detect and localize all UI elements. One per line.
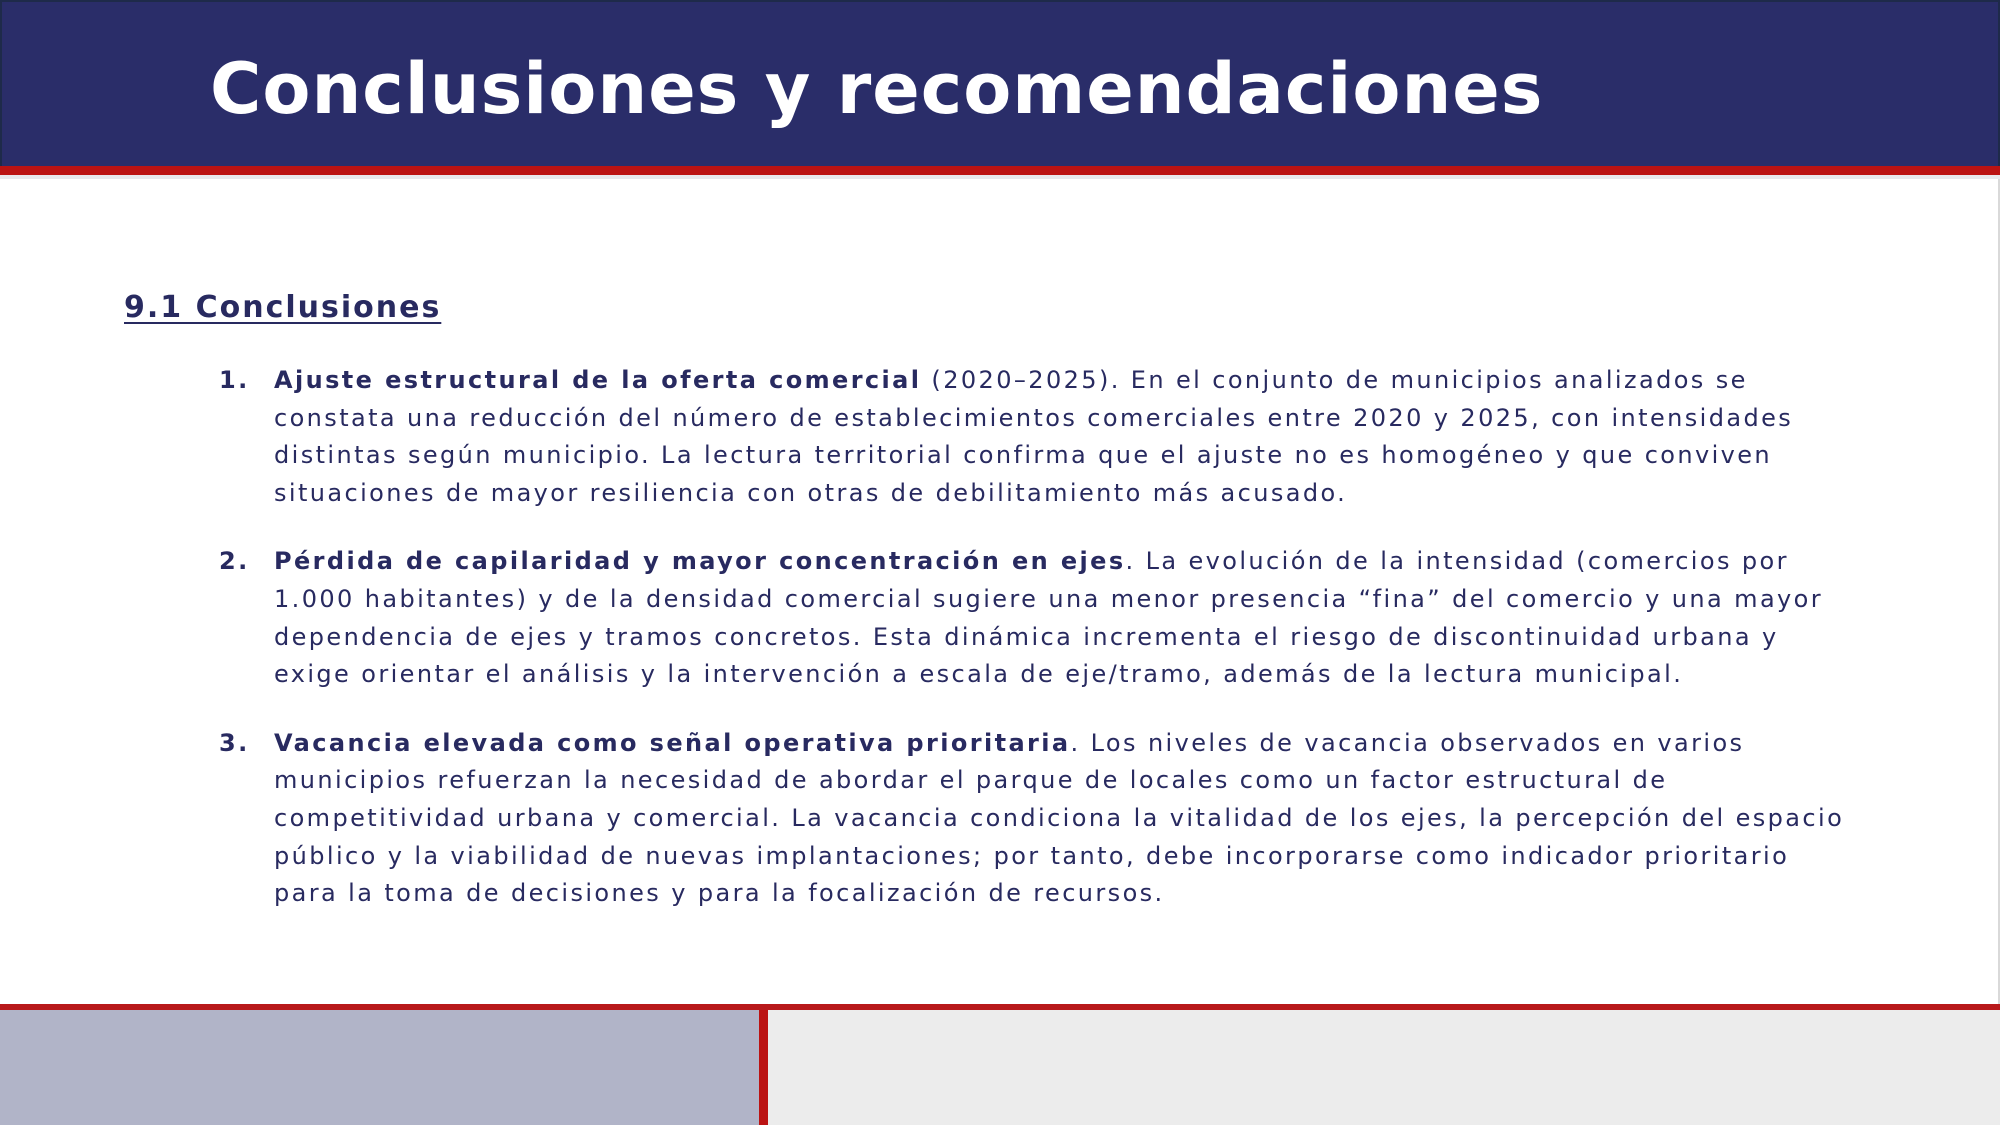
item-number: 1.	[219, 366, 250, 394]
header-accent-bar	[0, 166, 2000, 175]
conclusions-list	[219, 362, 1859, 944]
item-text	[274, 362, 1859, 512]
item-title: Ajuste estructural de la oferta comercial	[274, 366, 922, 394]
item-title: Pérdida de capilaridad y mayor concentración en ejes	[274, 547, 1126, 576]
section-heading: 9.1 Conclusiones	[124, 290, 442, 325]
item-title: Vacancia elevada como señal operativa prioritaria	[274, 728, 1071, 757]
item-text	[274, 725, 1859, 913]
footer-panel-right	[768, 1010, 2000, 1125]
item-number: 3.	[219, 728, 250, 757]
list-item	[219, 725, 1859, 913]
header-shadow	[0, 175, 2000, 179]
item-body: . Los niveles de vacancia observados en varios municipios refuerzan la necesidad de abordar el parque de locales como un factor estructural de competitividad urbana y comercial. La vacancia condiciona la vitalidad de los ejes, la percepción del espacio público y la viabilidad de nuevas implantaciones; por tanto, debe incorporarse como indicador prioritario para la toma de decisiones y para la focalización de recursos.	[274, 728, 1845, 908]
list-item	[219, 362, 1859, 512]
footer-panel-left	[0, 1010, 759, 1125]
slide-title: Conclusiones y recomendaciones	[210, 48, 1544, 130]
item-text	[274, 543, 1859, 693]
item-body: (2020–2025). En el conjunto de municipios analizados se constata una reducción del número de establecimientos comerciales entre 2020 y 2025, con intensidades distintas según municipio. La lectura territorial confirma que el ajuste no es homogéneo y que conviven situaciones de mayor resiliencia con otras de debilitamiento más acusado.	[274, 366, 1794, 507]
item-body: . La evolución de la intensidad (comercios por 1.000 habitantes) y de la densidad comercial sugiere una menor presencia “fina” del comercio y una mayor dependencia de ejes y tramos concretos. Esta dinámica incrementa el riesgo de discontinuidad urbana y exige orientar el análisis y la intervención a escala de eje/tramo, además de la lectura municipal.	[274, 547, 1824, 689]
list-item	[219, 543, 1859, 693]
slide-header	[0, 0, 2000, 166]
footer-divider	[759, 1010, 768, 1125]
item-number: 2.	[219, 547, 250, 576]
